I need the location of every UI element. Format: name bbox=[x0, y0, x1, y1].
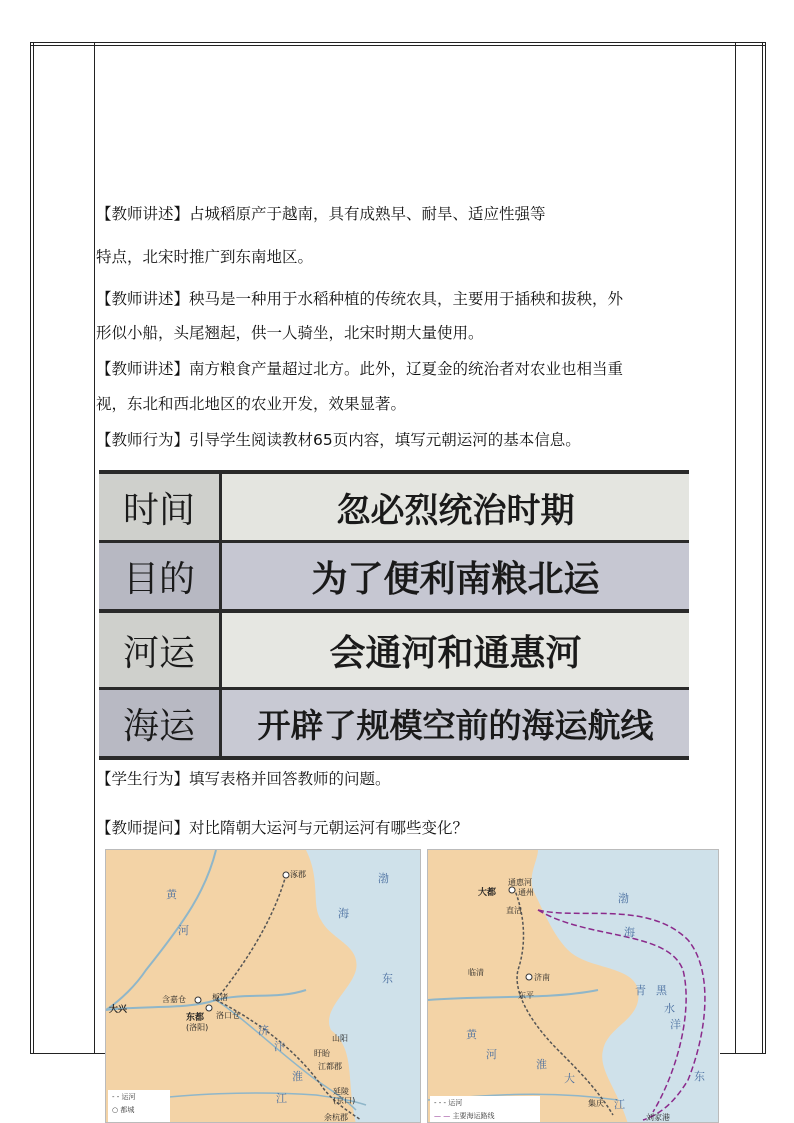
sui-map-drawing bbox=[106, 850, 421, 1123]
map-water-label: 海 bbox=[338, 907, 349, 920]
paragraph-3 bbox=[96, 352, 736, 387]
map-label: 盱眙 bbox=[314, 1049, 330, 1058]
legend-item: 都城 bbox=[120, 1106, 135, 1114]
paragraph-tag: 【教师讲述】 bbox=[96, 360, 190, 378]
map-label: 东平 bbox=[518, 991, 534, 1000]
legend-item: 运河 bbox=[121, 1093, 136, 1101]
map-label: 板渚 bbox=[212, 993, 228, 1002]
table-border-bottom-right bbox=[720, 1053, 766, 1054]
sui-map-legend bbox=[108, 1090, 170, 1122]
map-water-label: 东 bbox=[382, 972, 393, 985]
map-water-label: 黑 bbox=[656, 984, 667, 997]
table-column-divider-right bbox=[735, 42, 736, 1054]
map-label: (洛阳) bbox=[186, 1023, 209, 1032]
map-water-label: 大 bbox=[564, 1072, 575, 1085]
map-water-label: 江 bbox=[614, 1098, 625, 1111]
paragraph-5 bbox=[96, 762, 736, 797]
map-label: 江都郡 bbox=[318, 1062, 342, 1071]
paragraph-tag: 【教师讲述】 bbox=[96, 205, 190, 223]
table-border-left-inner bbox=[33, 42, 34, 1054]
map-water-label: 河 bbox=[178, 924, 189, 937]
yuan-canal-info-table bbox=[99, 470, 689, 760]
paragraph-1 bbox=[96, 197, 736, 232]
map-label: 大都 bbox=[478, 888, 497, 898]
paragraph-text: 填写表格并回答教师的问题。 bbox=[189, 770, 391, 788]
map-label: 大兴 bbox=[109, 1005, 128, 1015]
info-header: 时间 bbox=[99, 474, 219, 540]
map-water-label: 渤 bbox=[378, 872, 389, 885]
map-label: 直沽 bbox=[506, 906, 522, 915]
map-water-label: 济 bbox=[258, 1024, 269, 1037]
paragraph-text: 占城稻原产于越南，具有成熟早、耐旱、适应性强等 bbox=[189, 205, 546, 223]
legend-dashed-icon: — — bbox=[434, 1112, 453, 1120]
map-label: 余杭郡 bbox=[324, 1113, 348, 1122]
legend-dot-icon: ○ bbox=[112, 1106, 121, 1114]
paragraph-text: 秧马是一种用于水稻种植的传统农具，主要用于插秧和拔秧，外 bbox=[189, 290, 624, 308]
info-value: 会通河和通惠河 bbox=[222, 613, 689, 687]
table-border-top bbox=[30, 42, 766, 43]
map-water-label: 洋 bbox=[670, 1018, 681, 1031]
legend-item: 主要海运路线 bbox=[452, 1112, 495, 1120]
paragraph-4 bbox=[96, 423, 736, 458]
map-water-label: 黄 bbox=[466, 1028, 477, 1041]
yuan-canal-map bbox=[427, 849, 719, 1123]
map-water-label: 江 bbox=[276, 1092, 287, 1105]
map-label: (京口) bbox=[333, 1096, 356, 1105]
map-water-label: 青 bbox=[635, 984, 646, 997]
map-label: 含嘉仓 bbox=[162, 995, 186, 1004]
legend-item: 运河 bbox=[448, 1099, 463, 1107]
map-label: 东都 bbox=[186, 1013, 205, 1023]
table-border-right bbox=[762, 42, 763, 1054]
paragraph-6 bbox=[96, 811, 736, 846]
map-label: 集庆 bbox=[588, 1099, 604, 1108]
paragraph-tag: 【教师行为】 bbox=[96, 431, 190, 449]
paragraph-tag: 【教师讲述】 bbox=[96, 290, 190, 308]
paragraph-text: 南方粮食产量超过北方。此外，辽夏金的统治者对农业也相当重 bbox=[189, 360, 624, 378]
yuan-map-legend bbox=[430, 1096, 540, 1122]
info-row-time bbox=[99, 474, 689, 540]
sui-grand-canal-map bbox=[105, 849, 421, 1123]
paragraph-tag: 【教师提问】 bbox=[96, 819, 190, 837]
map-label: 山阳 bbox=[332, 1034, 348, 1043]
paragraph-1-cont bbox=[96, 240, 736, 275]
info-row-purpose bbox=[99, 543, 689, 609]
map-label: 洛口仓 bbox=[216, 1011, 240, 1020]
paragraph-text: 视，东北和西北地区的农业开发，效果显著。 bbox=[96, 395, 407, 413]
map-water-label: 黄 bbox=[166, 888, 177, 901]
map-label: 刘家港 bbox=[646, 1113, 670, 1122]
paragraph-text: 引导学生阅读教材65页内容，填写元朝运河的基本信息。 bbox=[189, 431, 581, 449]
legend-line-icon: - - bbox=[112, 1093, 122, 1101]
map-label: 通州 bbox=[518, 888, 534, 897]
map-label: 通惠河 bbox=[508, 878, 532, 887]
map-label: 延陵 bbox=[333, 1087, 349, 1096]
map-label: 临清 bbox=[468, 968, 484, 977]
paragraph-3-cont bbox=[96, 387, 736, 422]
table-border-top-inner bbox=[30, 45, 766, 46]
paragraph-text: 形似小船，头尾翘起，供一人骑坐，北宋时期大量使用。 bbox=[96, 324, 484, 342]
table-border-right-outer bbox=[765, 42, 766, 1054]
map-label: 济南 bbox=[534, 973, 550, 982]
map-label: 涿郡 bbox=[290, 870, 306, 879]
info-header: 目的 bbox=[99, 543, 219, 609]
info-header: 河运 bbox=[99, 613, 219, 687]
map-water-label: 渤 bbox=[618, 892, 629, 905]
table-border-left bbox=[30, 42, 31, 1054]
paragraph-2 bbox=[96, 282, 736, 317]
info-header: 海运 bbox=[99, 690, 219, 756]
paragraph-tag: 【学生行为】 bbox=[96, 770, 190, 788]
map-water-label: 淮 bbox=[536, 1058, 547, 1071]
info-value: 忽必烈统治时期 bbox=[222, 474, 689, 540]
map-water-label: 淮 bbox=[292, 1070, 303, 1083]
map-water-label: 海 bbox=[624, 926, 635, 939]
info-value: 开辟了规模空前的海运航线 bbox=[222, 690, 689, 756]
legend-line-icon: - - - bbox=[434, 1099, 449, 1107]
table-border-bottom bbox=[30, 1053, 106, 1054]
info-value: 为了便利南粮北运 bbox=[222, 543, 689, 609]
map-water-label: 水 bbox=[664, 1002, 675, 1015]
paragraph-text: 对比隋朝大运河与元朝运河有哪些变化？ bbox=[189, 819, 469, 837]
map-water-label: 东 bbox=[694, 1070, 705, 1083]
table-column-divider bbox=[94, 42, 95, 1054]
map-water-label: 河 bbox=[486, 1048, 497, 1061]
paragraph-text: 特点，北宋时推广到东南地区。 bbox=[96, 248, 314, 266]
info-row-river bbox=[99, 613, 689, 687]
map-water-label: 汴 bbox=[274, 1040, 285, 1053]
info-row-sea bbox=[99, 690, 689, 756]
paragraph-2-cont bbox=[96, 316, 736, 351]
